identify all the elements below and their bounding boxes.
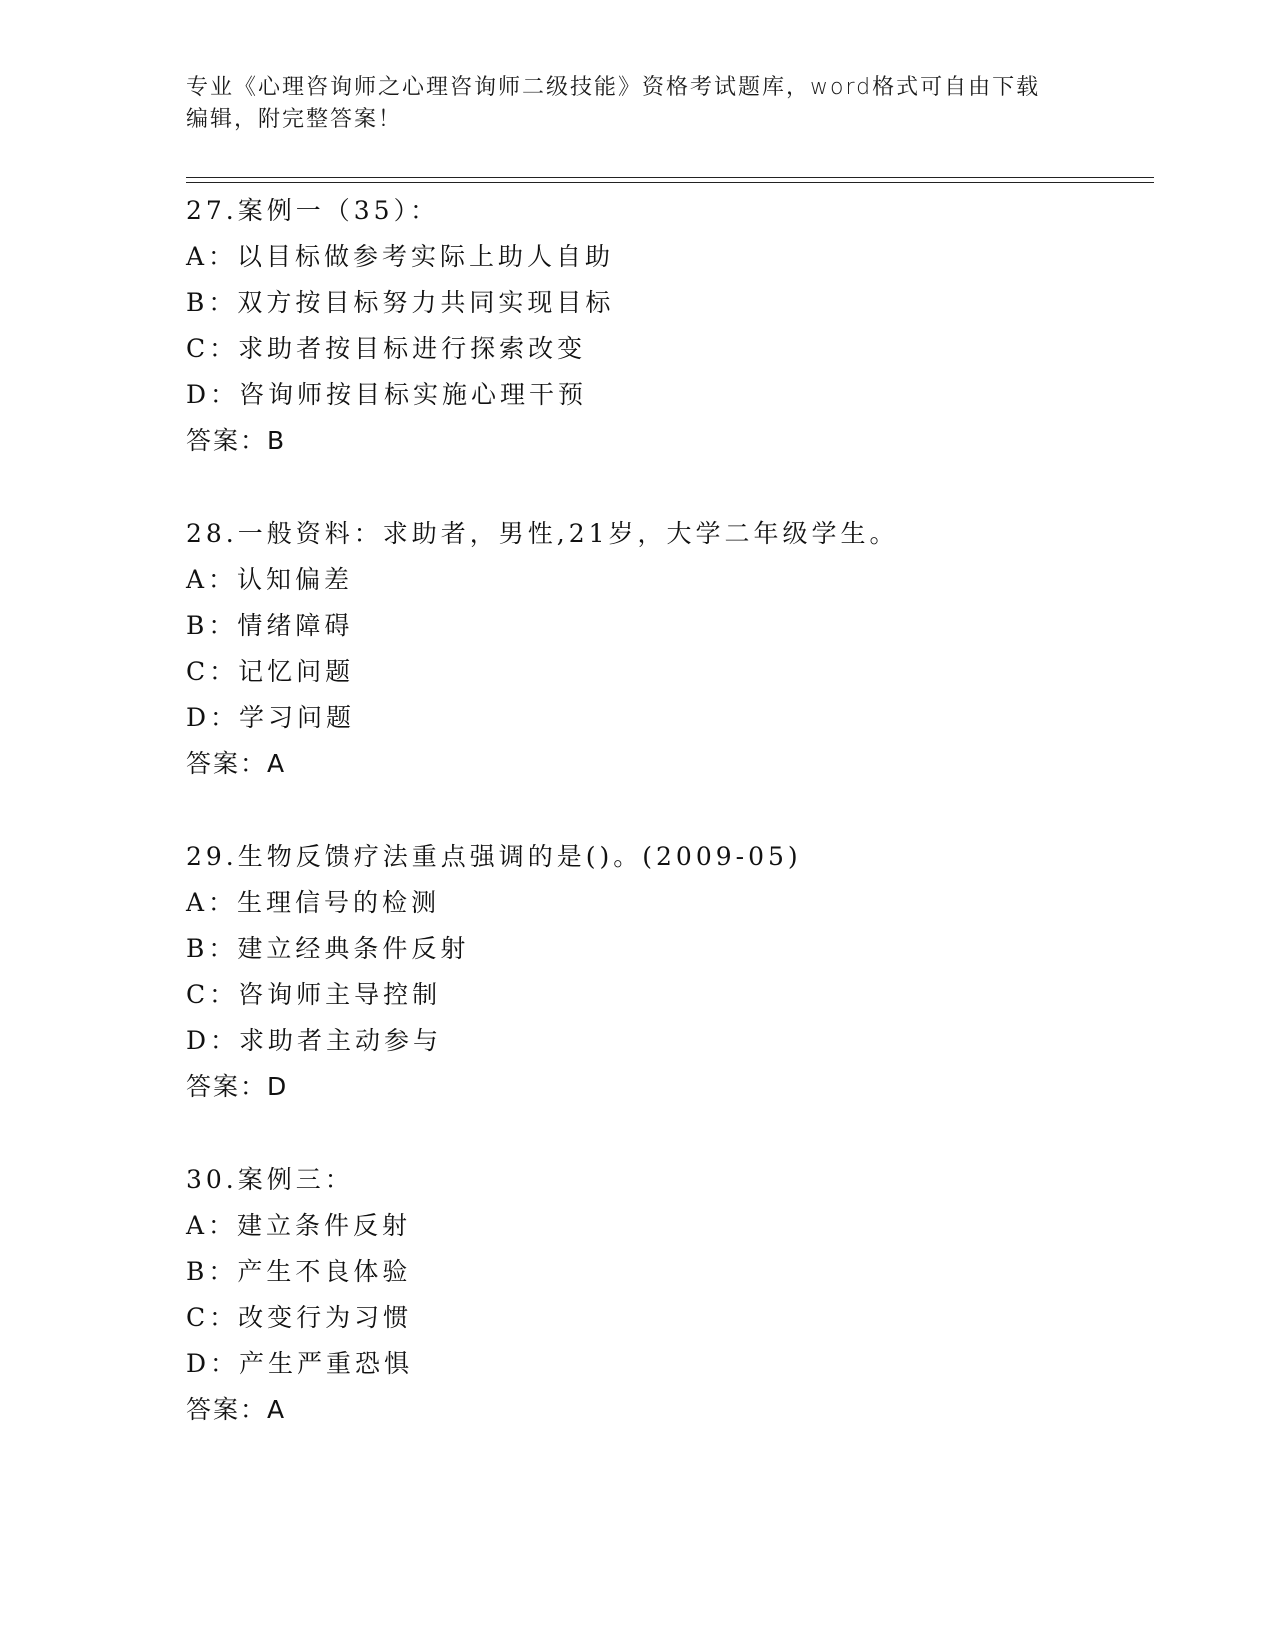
- answer: 答案：B: [186, 426, 287, 455]
- option-c: C：求助者按目标进行探索改变: [186, 334, 587, 363]
- option-a: A：建立条件反射: [186, 1211, 412, 1240]
- option-d: D：产生严重恐惧: [186, 1349, 414, 1378]
- answer: 答案：A: [186, 1395, 287, 1424]
- question-28: [186, 511, 1146, 787]
- question-30: [186, 1157, 1146, 1433]
- question-stem: 27.案例一（35）：: [186, 196, 440, 225]
- option-b: B：产生不良体验: [186, 1257, 412, 1286]
- option-d: D：求助者主动参与: [186, 1026, 443, 1055]
- question-stem: 28.一般资料：求助者，男性,21岁，大学二年级学生。: [186, 519, 899, 548]
- option-a: A：以目标做参考实际上助人自助: [186, 242, 615, 271]
- option-c: C：咨询师主导控制: [186, 980, 442, 1009]
- answer: 答案：A: [186, 749, 287, 778]
- option-a: A：生理信号的检测: [186, 888, 441, 917]
- option-c: C：记忆问题: [186, 657, 355, 686]
- answer: 答案：D: [186, 1072, 289, 1101]
- option-c: C：改变行为习惯: [186, 1303, 413, 1332]
- option-b: B：建立经典条件反射: [186, 934, 470, 963]
- option-a: A：认知偏差: [186, 565, 354, 594]
- header-divider-top: [186, 177, 1154, 178]
- page-header: [186, 72, 1086, 136]
- header-divider-bottom: [186, 182, 1154, 183]
- question-29: [186, 834, 1146, 1110]
- question-stem: 30.案例三：: [186, 1165, 354, 1194]
- question-27: [186, 188, 1146, 464]
- header-line-1: 专业《心理咨询师之心理咨询师二级技能》资格考试题库，word格式可自由下载: [186, 75, 1041, 100]
- question-stem: 29.生物反馈疗法重点强调的是()。(2009-05): [186, 842, 802, 871]
- header-line-2: 编辑，附完整答案！: [186, 107, 403, 132]
- option-b: B：双方按目标努力共同实现目标: [186, 288, 615, 317]
- option-d: D：咨询师按目标实施心理干预: [186, 380, 588, 409]
- option-b: B：情绪障碍: [186, 611, 354, 640]
- question-list: [186, 188, 1146, 1433]
- option-d: D：学习问题: [186, 703, 356, 732]
